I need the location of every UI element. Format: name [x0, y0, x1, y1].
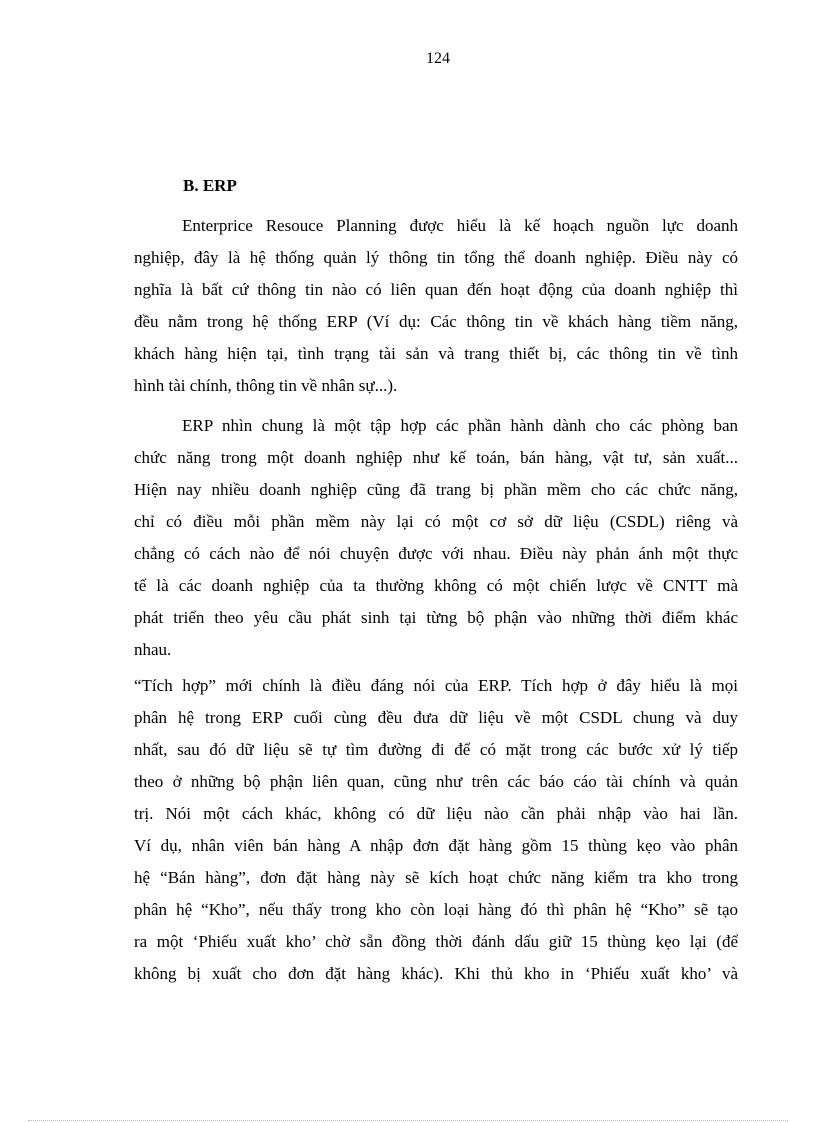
text-line: ERP nhìn chung là một tập hợp các phần hành dành cho các phòng ban: [182, 416, 738, 435]
text-line: chức năng trong một doanh nghiệp như kế toán, bán hàng, vật tư, sản xuất...: [134, 448, 738, 467]
text-line: nhau.: [134, 640, 172, 659]
text-line: đều nằm trong hệ thống ERP (Ví dụ: Các thông tin về khách hàng tiềm năng,: [134, 312, 738, 331]
text-line: hình tài chính, thông tin về nhân sự...).: [134, 376, 398, 395]
text-line: không bị xuất cho đơn đặt hàng khác). Khi thủ kho in ‘Phiếu xuất kho’ và: [134, 964, 738, 983]
page-number: 124: [426, 50, 450, 67]
text-line: nghiệp, đây là hệ thống quản lý thông tin tổng thể doanh nghiệp. Điều này có: [134, 248, 738, 267]
paragraph-erp-definition: [134, 210, 738, 402]
section-heading: B. ERP: [183, 176, 237, 195]
text-line: hệ “Bán hàng”, đơn đặt hàng này sẽ kích hoạt chức năng kiểm tra kho trong: [134, 868, 738, 887]
text-line: Ví dụ, nhân viên bán hàng A nhập đơn đặt hàng gồm 15 thùng kẹo vào phân: [134, 836, 738, 855]
paragraph-erp-overview: [134, 410, 738, 666]
text-line: trị. Nói một cách khác, không có dữ liệu nào cần phải nhập vào hai lần.: [134, 804, 738, 823]
page-bottom-rule: [28, 1120, 788, 1121]
text-line: nhất, sau đó dữ liệu sẽ tự tìm đường đi để có mặt trong các bước xử lý tiếp: [134, 740, 738, 759]
text-line: chỉ có điều mỗi phần mềm này lại có một cơ sở dữ liệu (CSDL) riêng và: [134, 512, 738, 531]
text-line: “Tích hợp” mới chính là điều đáng nói của ERP. Tích hợp ở đây hiểu là mọi: [134, 676, 738, 695]
text-line: ra một ‘Phiếu xuất kho’ chờ sẵn đồng thời đánh dấu giữ 15 thùng kẹo lại (để: [134, 932, 738, 951]
text-line: phân hệ “Kho”, nếu thấy trong kho còn loại hàng đó thì phân hệ “Kho” sẽ tạo: [134, 900, 738, 919]
paragraph-integration: [134, 670, 738, 990]
text-line: Hiện nay nhiều doanh nghiệp cũng đã trang bị phần mềm cho các chức năng,: [134, 480, 738, 499]
text-line: phân hệ trong ERP cuối cùng đều đưa dữ liệu về một CSDL chung và duy: [134, 708, 738, 727]
text-line: theo ở những bộ phận liên quan, cũng như trên các báo cáo tài chính và quản: [134, 772, 738, 791]
text-line: nghĩa là bất cứ thông tin nào có liên quan đến hoạt động của doanh nghiệp thì: [134, 280, 738, 299]
text-line: Enterprice Resouce Planning được hiểu là kế hoạch nguồn lực doanh: [182, 216, 738, 235]
text-line: phát triển theo yêu cầu phát sinh tại từng bộ phận vào những thời điểm khác: [134, 608, 738, 627]
text-line: khách hàng hiện tại, tình trạng tài sản và trang thiết bị, các thông tin về tình: [134, 344, 738, 363]
text-line: chẳng có cách nào để nói chuyện được với nhau. Điều này phản ánh một thực: [134, 544, 738, 563]
text-line: tế là các doanh nghiệp của ta thường không có một chiến lược về CNTT mà: [134, 576, 738, 595]
